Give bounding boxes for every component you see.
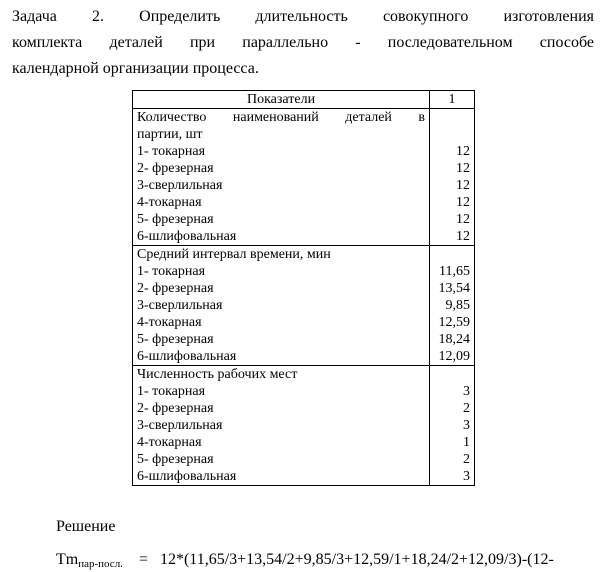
row-label: 4-токарная: [137, 315, 202, 330]
row-label: 3-сверлильная: [137, 298, 223, 313]
group-labels: [133, 246, 430, 366]
row-value: 13,54: [438, 281, 470, 296]
row-value: 12: [456, 212, 470, 227]
row-label: 5- фрезерная: [137, 212, 214, 227]
group-title: Численность рабочих мест: [137, 367, 298, 382]
row-value: 3: [463, 418, 470, 433]
row-value: 12: [456, 195, 470, 210]
row-label: 3-сверлильная: [137, 418, 223, 433]
row-value: 12: [456, 229, 470, 244]
task-statement: [12, 4, 594, 82]
row-label: 1- токарная: [137, 264, 206, 279]
solution-heading: Решение: [56, 518, 116, 535]
row-label: 4-токарная: [137, 435, 202, 450]
row-value: 12: [456, 144, 470, 159]
row-value: 1: [463, 435, 470, 450]
group-title: Количество наименований деталей в: [137, 110, 426, 125]
task-line-1: Задача 2. Определить длительность совокупного изготовления: [12, 8, 594, 25]
formula-symbol: Tm: [56, 551, 79, 568]
row-value: 18,24: [438, 332, 470, 347]
row-value: 12,59: [438, 315, 470, 330]
group-labels: [133, 109, 430, 246]
row-label: 2- фрезерная: [137, 161, 214, 176]
formula-subscript: пар-посл.: [78, 558, 123, 570]
solution-formula: [56, 551, 554, 570]
row-value: 3: [463, 384, 470, 399]
row-label: 2- фрезерная: [137, 401, 214, 416]
table-group: [133, 246, 475, 366]
group-values: [430, 366, 475, 486]
task-line-2: комплекта деталей при параллельно - последовательном способе: [12, 34, 594, 51]
group-values: [430, 109, 475, 246]
row-label: 1- токарная: [137, 384, 206, 399]
row-label: 5- фрезерная: [137, 332, 214, 347]
group-values: [430, 246, 475, 366]
row-label: 1- токарная: [137, 144, 206, 159]
group-title: Средний интервал времени, мин: [137, 247, 331, 262]
row-label: 6-шлифовальная: [137, 469, 237, 484]
row-label: 6-шлифовальная: [137, 229, 237, 244]
table-group: [133, 366, 475, 486]
table-group: [133, 109, 475, 246]
row-value: 12,09: [438, 349, 470, 364]
row-label: 4-токарная: [137, 195, 202, 210]
formula-expression: 12*(11,65/3+13,54/2+9,85/3+12,59/1+18,24/2+12,09/3)-(12-: [159, 551, 554, 568]
row-value: 12: [456, 161, 470, 176]
formula-equals: =: [138, 551, 148, 568]
row-value: 2: [463, 452, 470, 467]
row-label: 3-сверлильная: [137, 178, 223, 193]
table-header-row: [133, 91, 475, 109]
group-labels: [133, 366, 430, 486]
header-value: 1: [430, 91, 475, 109]
row-value: 12: [456, 178, 470, 193]
row-value: 11,65: [439, 264, 470, 279]
row-value: 9,85: [445, 298, 470, 313]
row-value: 2: [463, 401, 470, 416]
row-label: 5- фрезерная: [137, 452, 214, 467]
row-value: 3: [463, 469, 470, 484]
indicators-table: [132, 90, 475, 486]
row-label: 6-шлифовальная: [137, 349, 237, 364]
row-label: 2- фрезерная: [137, 281, 214, 296]
group-title-cont: партии, шт: [137, 127, 203, 142]
task-line-3: календарной организации процесса.: [12, 60, 259, 77]
header-label: Показатели: [133, 91, 430, 109]
